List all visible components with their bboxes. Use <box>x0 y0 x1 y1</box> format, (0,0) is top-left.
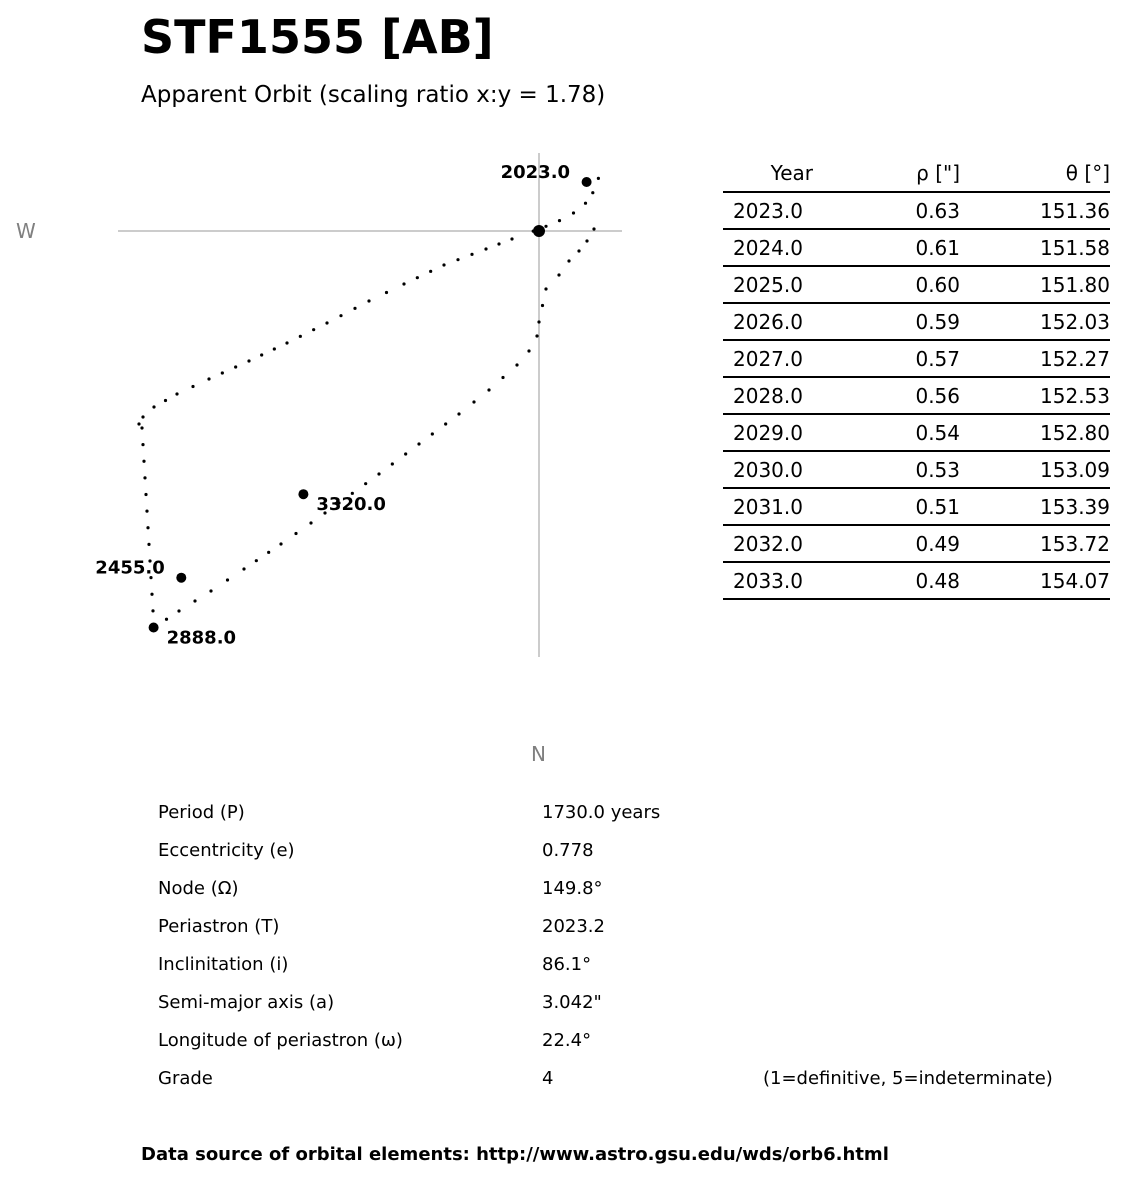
orbit-dot <box>339 314 342 317</box>
orbit-plot <box>0 140 700 780</box>
element-row-eccentricity <box>158 836 1118 874</box>
ephemeris-row <box>723 266 1110 303</box>
orbit-dot <box>164 399 167 402</box>
element-row-node <box>158 874 1118 912</box>
orbit-dot <box>558 219 561 222</box>
header-theta: θ [°] <box>960 155 1110 192</box>
rho-cell: 0.48 <box>813 562 960 599</box>
orbit-dot <box>267 551 270 554</box>
orbit-dot <box>312 328 315 331</box>
orbit-dot <box>221 371 224 374</box>
orbit-dot <box>501 376 504 379</box>
orbit-dot <box>497 242 500 245</box>
year-cell: 2032.0 <box>723 525 813 562</box>
orbit-dot <box>294 532 297 535</box>
highlighted-points <box>95 162 591 649</box>
orbit-dot <box>367 299 370 302</box>
orbit-dot <box>484 247 487 250</box>
rho-cell: 0.51 <box>813 488 960 525</box>
ephemeris-table <box>723 155 1110 600</box>
rho-cell: 0.53 <box>813 451 960 488</box>
ephemeris-row <box>723 414 1110 451</box>
highlighted-point-label: 2888.0 <box>166 627 237 649</box>
theta-cell: 153.09 <box>960 451 1110 488</box>
ephemeris-row <box>723 303 1110 340</box>
orbit-dot <box>177 609 180 612</box>
ephemeris-row <box>723 229 1110 266</box>
element-value: 22.4° <box>542 1030 592 1051</box>
rho-cell: 0.63 <box>813 192 960 229</box>
orbit-dot <box>151 609 154 612</box>
orbit-dot <box>260 353 263 356</box>
element-value: 3.042" <box>542 992 602 1013</box>
orbit-dot <box>541 304 544 307</box>
year-cell: 2029.0 <box>723 414 813 451</box>
orbit-dot <box>572 211 575 214</box>
year-cell: 2033.0 <box>723 562 813 599</box>
theta-cell: 154.07 <box>960 562 1110 599</box>
ephemeris-row <box>723 377 1110 414</box>
orbit-dot <box>402 282 405 285</box>
orbit-dot <box>391 462 394 465</box>
orbit-dot <box>364 482 367 485</box>
orbit-dot <box>444 422 447 425</box>
element-row-semimajor-axis <box>158 988 1118 1026</box>
orbit-dot <box>207 377 210 380</box>
ephemeris-row <box>723 451 1110 488</box>
orbit-dot <box>234 365 237 368</box>
theta-cell: 151.58 <box>960 229 1110 266</box>
orbit-dot <box>165 618 168 621</box>
year-cell: 2025.0 <box>723 266 813 303</box>
orbit-dot <box>309 521 312 524</box>
orbit-dot <box>584 202 587 205</box>
orbit-dot <box>431 432 434 435</box>
highlighted-point-marker <box>298 489 308 499</box>
element-label: Period (P) <box>158 802 245 823</box>
element-value: 86.1° <box>542 954 592 975</box>
theta-cell: 151.36 <box>960 192 1110 229</box>
orbit-dot <box>417 442 420 445</box>
ephemeris-row <box>723 525 1110 562</box>
theta-cell: 152.53 <box>960 377 1110 414</box>
orbit-dot <box>273 347 276 350</box>
orbit-dot <box>591 191 594 194</box>
orbit-dot <box>544 287 547 290</box>
theta-cell: 152.80 <box>960 414 1110 451</box>
element-row-longitude-periastron <box>158 1026 1118 1064</box>
orbit-dot <box>141 443 144 446</box>
element-label: Node (Ω) <box>158 878 239 899</box>
ephemeris-row <box>723 192 1110 229</box>
highlighted-point-label: 3320.0 <box>316 494 386 516</box>
highlighted-point-marker <box>582 177 592 187</box>
orbit-dot <box>285 341 288 344</box>
orbit-dot <box>510 237 513 240</box>
element-label: Grade <box>158 1068 213 1089</box>
year-cell: 2023.0 <box>723 192 813 229</box>
grade-note: (1=definitive, 5=indeterminate) <box>763 1068 1053 1089</box>
orbit-dot <box>472 400 475 403</box>
year-cell: 2024.0 <box>723 229 813 266</box>
orbit-dot <box>242 567 245 570</box>
orbit-dot <box>140 426 143 429</box>
orbit-dot <box>146 526 149 529</box>
orbit-dot <box>152 405 155 408</box>
ephemeris-row <box>723 488 1110 525</box>
rho-cell: 0.59 <box>813 303 960 340</box>
theta-cell: 152.27 <box>960 340 1110 377</box>
orbit-dot <box>567 259 570 262</box>
element-label: Periastron (T) <box>158 916 280 937</box>
orbit-dot <box>150 593 153 596</box>
highlighted-point-label: 2455.0 <box>95 557 165 579</box>
orbit-dot <box>487 388 490 391</box>
element-row-inclination <box>158 950 1118 988</box>
orbit-dot <box>255 559 258 562</box>
orbit-dot <box>193 599 196 602</box>
ephemeris-row <box>723 562 1110 599</box>
orbit-dot <box>585 239 588 242</box>
orbit-dot <box>279 542 282 545</box>
element-value: 0.778 <box>542 840 594 861</box>
orbit-dot <box>299 335 302 338</box>
north-label: N <box>531 742 546 766</box>
year-cell: 2027.0 <box>723 340 813 377</box>
data-source-footer: Data source of orbital elements: http://www.astro.gsu.edu/wds/orb6.html <box>141 1144 889 1165</box>
rho-cell: 0.54 <box>813 414 960 451</box>
theta-cell: 153.39 <box>960 488 1110 525</box>
chart-subtitle: Apparent Orbit (scaling ratio x:y = 1.78) <box>141 82 606 108</box>
rho-cell: 0.56 <box>813 377 960 414</box>
orbit-dot <box>592 227 595 230</box>
orbit-dot <box>247 359 250 362</box>
header-rho: ρ ["] <box>813 155 960 192</box>
orbit-dot <box>544 225 547 228</box>
orbit-dot <box>429 270 432 273</box>
orbit-dot <box>577 249 580 252</box>
orbit-path-dots <box>137 177 600 629</box>
orbit-dot <box>442 263 445 266</box>
element-label: Inclinitation (i) <box>158 954 289 975</box>
west-label: W <box>16 219 36 243</box>
orbit-dot <box>325 321 328 324</box>
year-cell: 2031.0 <box>723 488 813 525</box>
year-cell: 2030.0 <box>723 451 813 488</box>
orbit-dot <box>385 291 388 294</box>
page-title: STF1555 [AB] <box>141 10 494 64</box>
element-value: 1730.0 years <box>542 802 661 823</box>
orbit-dot <box>144 493 147 496</box>
theta-cell: 151.80 <box>960 266 1110 303</box>
orbit-dot <box>470 253 473 256</box>
orbit-dot <box>597 177 600 180</box>
orbit-dot <box>537 320 540 323</box>
orbit-dot <box>416 276 419 279</box>
theta-cell: 153.72 <box>960 525 1110 562</box>
rho-cell: 0.61 <box>813 229 960 266</box>
ephemeris-header-row <box>723 155 1110 192</box>
orbit-dot <box>527 349 530 352</box>
orbit-dot <box>404 452 407 455</box>
rho-cell: 0.60 <box>813 266 960 303</box>
element-row-periastron <box>158 912 1118 950</box>
rho-cell: 0.49 <box>813 525 960 562</box>
orbit-dot <box>515 363 518 366</box>
highlighted-point-label: 2023.0 <box>500 162 571 183</box>
element-label: Eccentricity (e) <box>158 840 295 861</box>
orbit-dot <box>535 334 538 337</box>
orbit-dot <box>147 543 150 546</box>
orbit-dot <box>143 476 146 479</box>
orbit-dot <box>457 412 460 415</box>
orbit-dot <box>141 415 144 418</box>
orbit-dot <box>145 510 148 513</box>
orbital-elements <box>158 798 1118 1102</box>
highlighted-point-marker <box>149 623 159 633</box>
orbit-dot <box>456 258 459 261</box>
element-value: 149.8° <box>542 878 603 899</box>
ephemeris-row <box>723 340 1110 377</box>
header-year: Year <box>723 155 813 192</box>
element-row-grade <box>158 1064 1118 1102</box>
highlighted-point-marker <box>176 573 186 583</box>
orbit-dot <box>209 589 212 592</box>
element-label: Longitude of periastron (ω) <box>158 1030 403 1051</box>
element-value: 2023.2 <box>542 916 605 937</box>
orbit-dot <box>226 578 229 581</box>
year-cell: 2028.0 <box>723 377 813 414</box>
element-value: 4 <box>542 1068 554 1089</box>
orbit-dot <box>191 385 194 388</box>
rho-cell: 0.57 <box>813 340 960 377</box>
orbit-dot <box>175 392 178 395</box>
theta-cell: 152.03 <box>960 303 1110 340</box>
element-row-period <box>158 798 1118 836</box>
year-cell: 2026.0 <box>723 303 813 340</box>
element-label: Semi-major axis (a) <box>158 992 335 1013</box>
orbit-dot <box>557 273 560 276</box>
orbit-dot <box>142 460 145 463</box>
primary-star-marker <box>533 225 545 237</box>
orbit-dot <box>353 307 356 310</box>
orbit-dot <box>137 422 140 425</box>
orbit-dot <box>377 472 380 475</box>
